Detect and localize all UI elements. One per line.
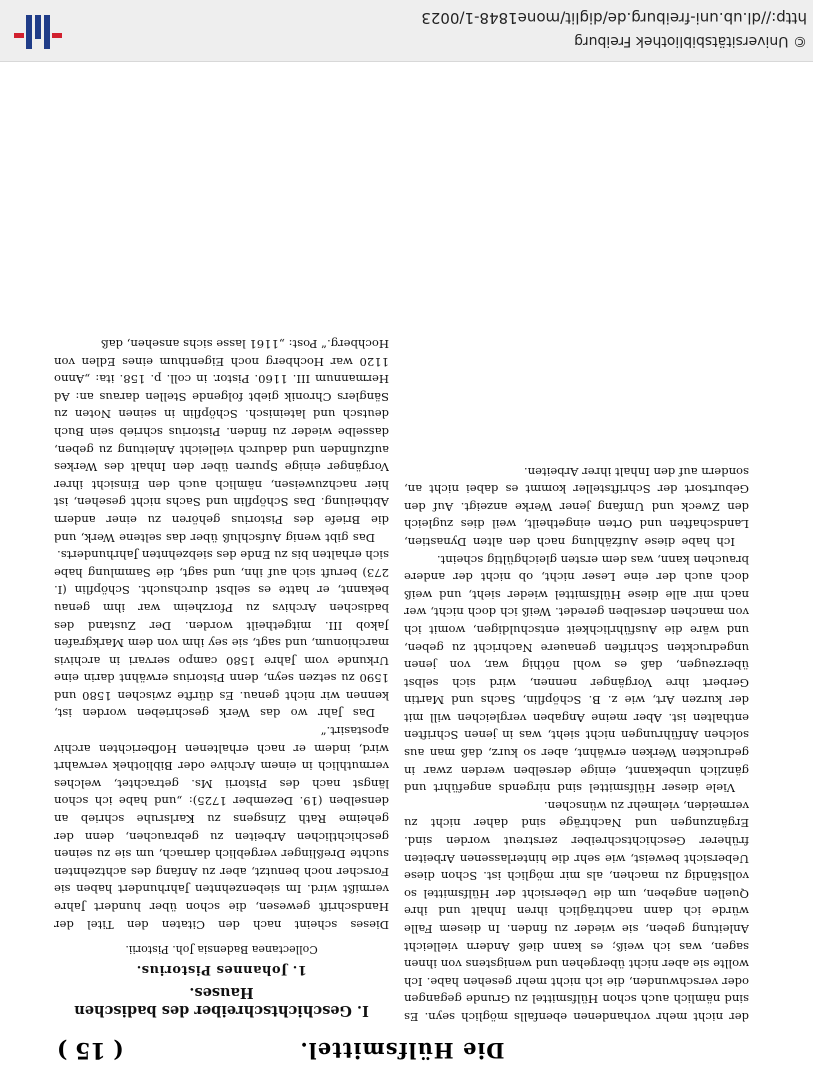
paragraph: Viele dieser Hülfsmittel sind nirgends angeführt und gänzlich unbekannt, einige derselben werden zwar in gedruckten Werken erwähnt, aber so kurz, daß man aus solchen Anführungen nicht sieht, was in jenen Schriften enthalten ist. Aber meine Angaben vergleichen will mit der kurzen Art, wie z. B. Schöpflin, Sachs und Martin Gerbert ihre Vorgänger nennen, wird sich selbst überzeugen, daß es wohl nöthig war, von jenen ungedruckten Schriften genauere Nachricht zu geben, und wäre die Ausführlichkeit entschuldigen, womit ich von manchen derselben geredet. Weiß ich doch nicht, wer nach mir alle diese Hülfsmittel wieder sieht, und weiß doch auch der eine Leser nicht, ob nicht der andere brauchen kann, was dem ersten gleichgültig scheint. [404,552,749,796]
logo-blue-bar-left [44,15,50,49]
paragraph: Dieses scheint nach den Citaten den Titel der Handschrift gewesen, die schon über hundert Jahre vermißt wird. Im siebenzehnten Jahrhundert haben sie Forscher noch benutzt, aber zu Anfang des achtzehnten suchte Dreßlinger vergeblich darnach, um sie zu seinen geschichtlichen Arbeiten zu gebrauchen, denn der geheime Rath Zinsgens zu Karlsruhe schrieb an denselben (19. Dezember 1725): „und habe ich schon längst nach des Pistorii Ms. getrachtet, welches vermuthlich in einem Archive oder Bibliothek verwahrt wird, indem er nach erhaltenen Hofberichten archiv apostasirt.“ [54,724,389,932]
running-title: Die Hülfsmittel. [299,1038,505,1063]
scanned-page [0,65,813,1089]
document-url[interactable]: http://dl.ub.uni-freiburg.de/diglit/mone1848-1/0023 [421,9,807,27]
logo-blue-bar-middle [35,15,41,39]
page-number: ( 15 ) [57,1037,124,1063]
paragraph: Das gibt wenig Aufschluß über das seltene Werk, und die Briefe des Pistorius gehören zu einer andern Abtheilung. Das Schöpflin und Sachs nicht gesehen, ist hier nachzuweisen, nämlich auch den Einsicht ihrer Vorgänger einige Spuren über den Inhalt des Werkes aufzufinden und dadurch vielleicht Anleitung zu geben, dasselbe wieder zu finden. Pistorius schrieb sein Buch deutsch und lateinisch. Schöpflin in seinen Noten zu Sänglers Chronik giebt folgende Stellen daraus an: Ad Hermannum III. 1160. Pistor. in coll. p. 158. ita: „Anno 1120 war Hochberg noch Eigenthum eines Edlen von Hochberg.“ Post: „1161 lasse sichs ansehen, daß [54,337,389,545]
logo-red-bar-right [14,33,24,38]
paragraph: Ich habe diese Aufzählung nach den alten Dynastien, Landschaften und Orten eingetheilt, weil dies zugleich den Zweck und Umfang jener Werke anzeigt. Auf den Geburtsort der Schriftsteller kommt es dabei nicht an, sondern auf den Inhalt ihrer Arbeiten. [404,464,749,549]
page-header [57,1031,747,1069]
copyright-credit: © Universitätsbibliothek Freiburg [574,33,807,49]
author-heading: 1. Johannes Pistorius. [136,961,307,977]
work-title: Collectanea Badensia Joh. Pistorii. [125,943,318,957]
info-text [0,3,813,57]
info-bar [0,0,813,62]
paragraph: Das Jahr wo das Werk geschrieben worden ist, kennen wir nicht genau. Es dürfte zwischen 1580 und 1590 zu setzen seyn, denn Pistorius erwähnt darin eine Urkunde vom Jahre 1580 campo servari in archivis marchionum, und sagt, sie sey ihm von dem Markgrafen Jakob III. mitgetheilt worden. Der Zustand des badischen Archivs zu Pforzheim war ihm genau bekannt, er hatte es selbst durchsucht. Schöpflin (I. 273) beruft sich auf ihn, und sagt, die Sammlung habe sich erhalten bis zu Ende des siebzehnten Jahrhunderts. [54,548,389,721]
ub-freiburg-logo-icon [12,13,64,51]
paragraph: der nicht mehr vorhandenen ebenfalls möglich seyn. Es sind nämlich auch schon Hülfsmittel zu Grunde gegangen oder verschwunden, die ich nicht mehr gesehen habe. Ich wollte sie aber nicht übergehen und wenigstens von ihnen sagen, was ich weiß; es kann dieß Andern vielleicht Anleitung geben, sie wieder zu finden. In diesem Falle würde ich dann nachträglich ihren Inhalt und ihre Quellen angeben, um die Uebersicht der Hülfsmittel so vollständig zu machen, als mir möglich ist. Schon diese Uebersicht beweist, wie sehr die hinterlassenen Arbeiten früherer Geschichtschreiber zerstreut worden sind. Ergänzungen und Nachträge sind daher nicht zu vermeiden, vielmehr zu wünschen. [404,798,749,1024]
logo-red-bar-left [52,33,62,38]
left-column [404,85,749,1025]
logo-blue-bar-right [26,15,32,49]
right-column [54,85,389,1025]
section-heading: I. Geschichtschreiber des badischen Hauses. [74,984,369,1019]
